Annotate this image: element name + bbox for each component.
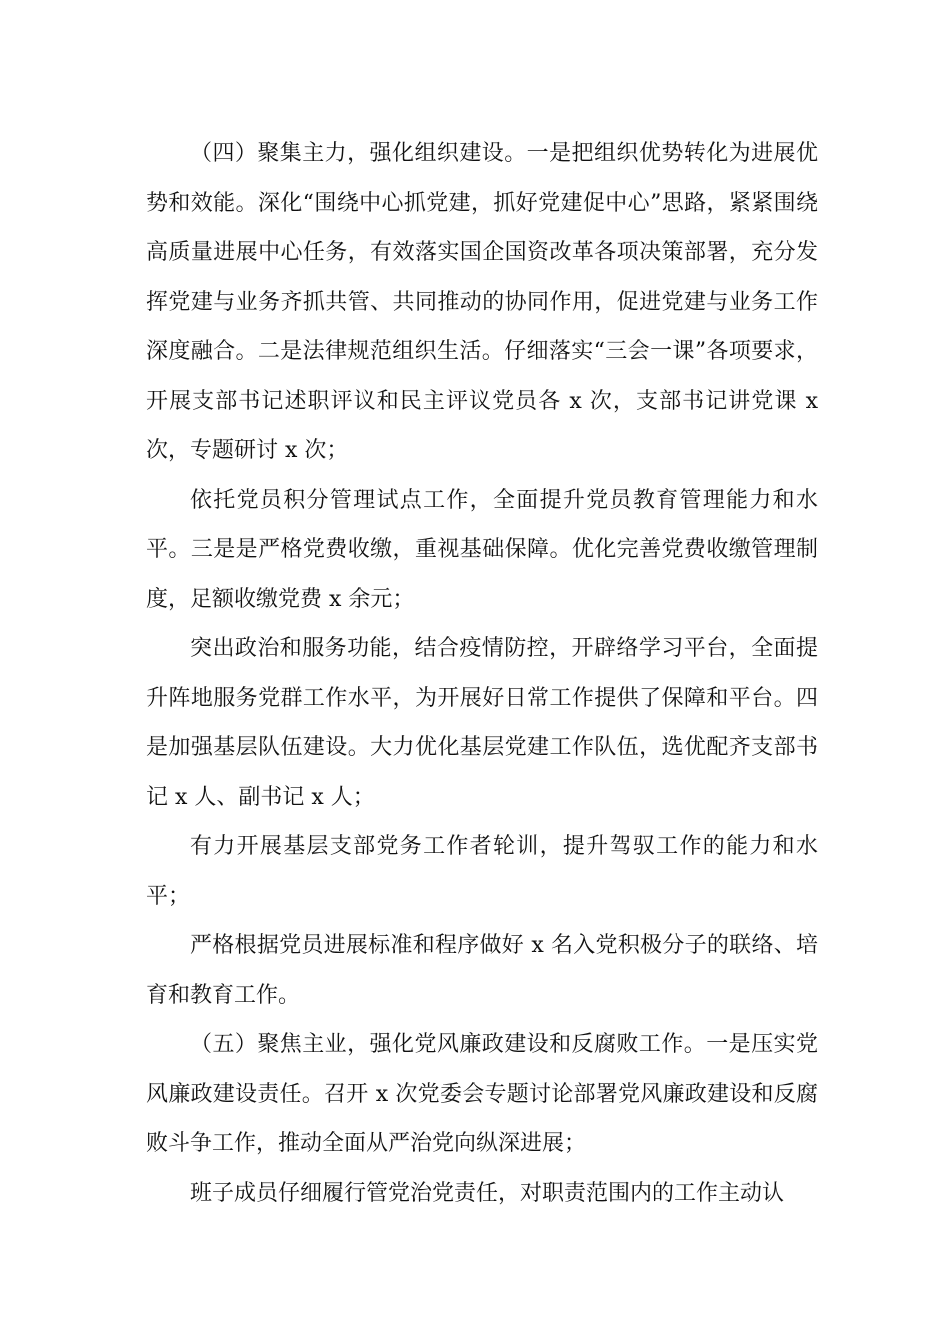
paragraph-training: 有力开展基层支部党务工作者轮训，提升驾驭工作的能力和水平； xyxy=(146,834,818,909)
paragraph-organization-building: （四）聚集主力，强化组织建设。一是把组织优势转化为进展优势和效能。深化“围绕中心抓党建，抓好党建促中心”思路，紧紧围绕高质量进展中心任务，有效落实国企国资改革各项决策部署，充分发挥党建与业务齐抓共管、共同推动的协同作用，促进党建与业务工作深度融合。二是法律规范组织生活。仔细落实“三会一课”各项要求，开展支部书记述职评议和民主评议党员各 x 次，支部书记讲党课 x 次，专题研讨 x 次； xyxy=(146,141,818,463)
document-page xyxy=(146,129,818,1218)
paragraph-political-service: 突出政治和服务功能，结合疫情防控，开辟络学习平台，全面提升阵地服务党群工作水平，为开展好日常工作提供了保障和平台。四是加强基层队伍建设。大力优化基层党建工作队伍，选优配齐支部书记 x 人、副书记 x 人； xyxy=(146,636,818,810)
paragraph-leadership-responsibility: 班子成员仔细履行管党治党责任，对职责范围内的工作主动认 xyxy=(190,1180,785,1206)
paragraph-party-member-points: 依托党员积分管理试点工作，全面提升党员教育管理能力和水平。三是是严格党费收缴，重视基础保障。优化完善党费收缴管理制度，足额收缴党费 x 余元； xyxy=(146,487,818,612)
paragraph-integrity-building: （五）聚焦主业，强化党风廉政建设和反腐败工作。一是压实党风廉政建设责任。召开 x 次党委会专题讨论部署党风廉政建设和反腐败斗争工作，推动全面从严治党向纵深进展； xyxy=(146,1032,818,1156)
paragraph-activists: 严格根据党员进展标准和程序做好 x 名入党积极分子的联络、培育和教育工作。 xyxy=(146,933,818,1008)
